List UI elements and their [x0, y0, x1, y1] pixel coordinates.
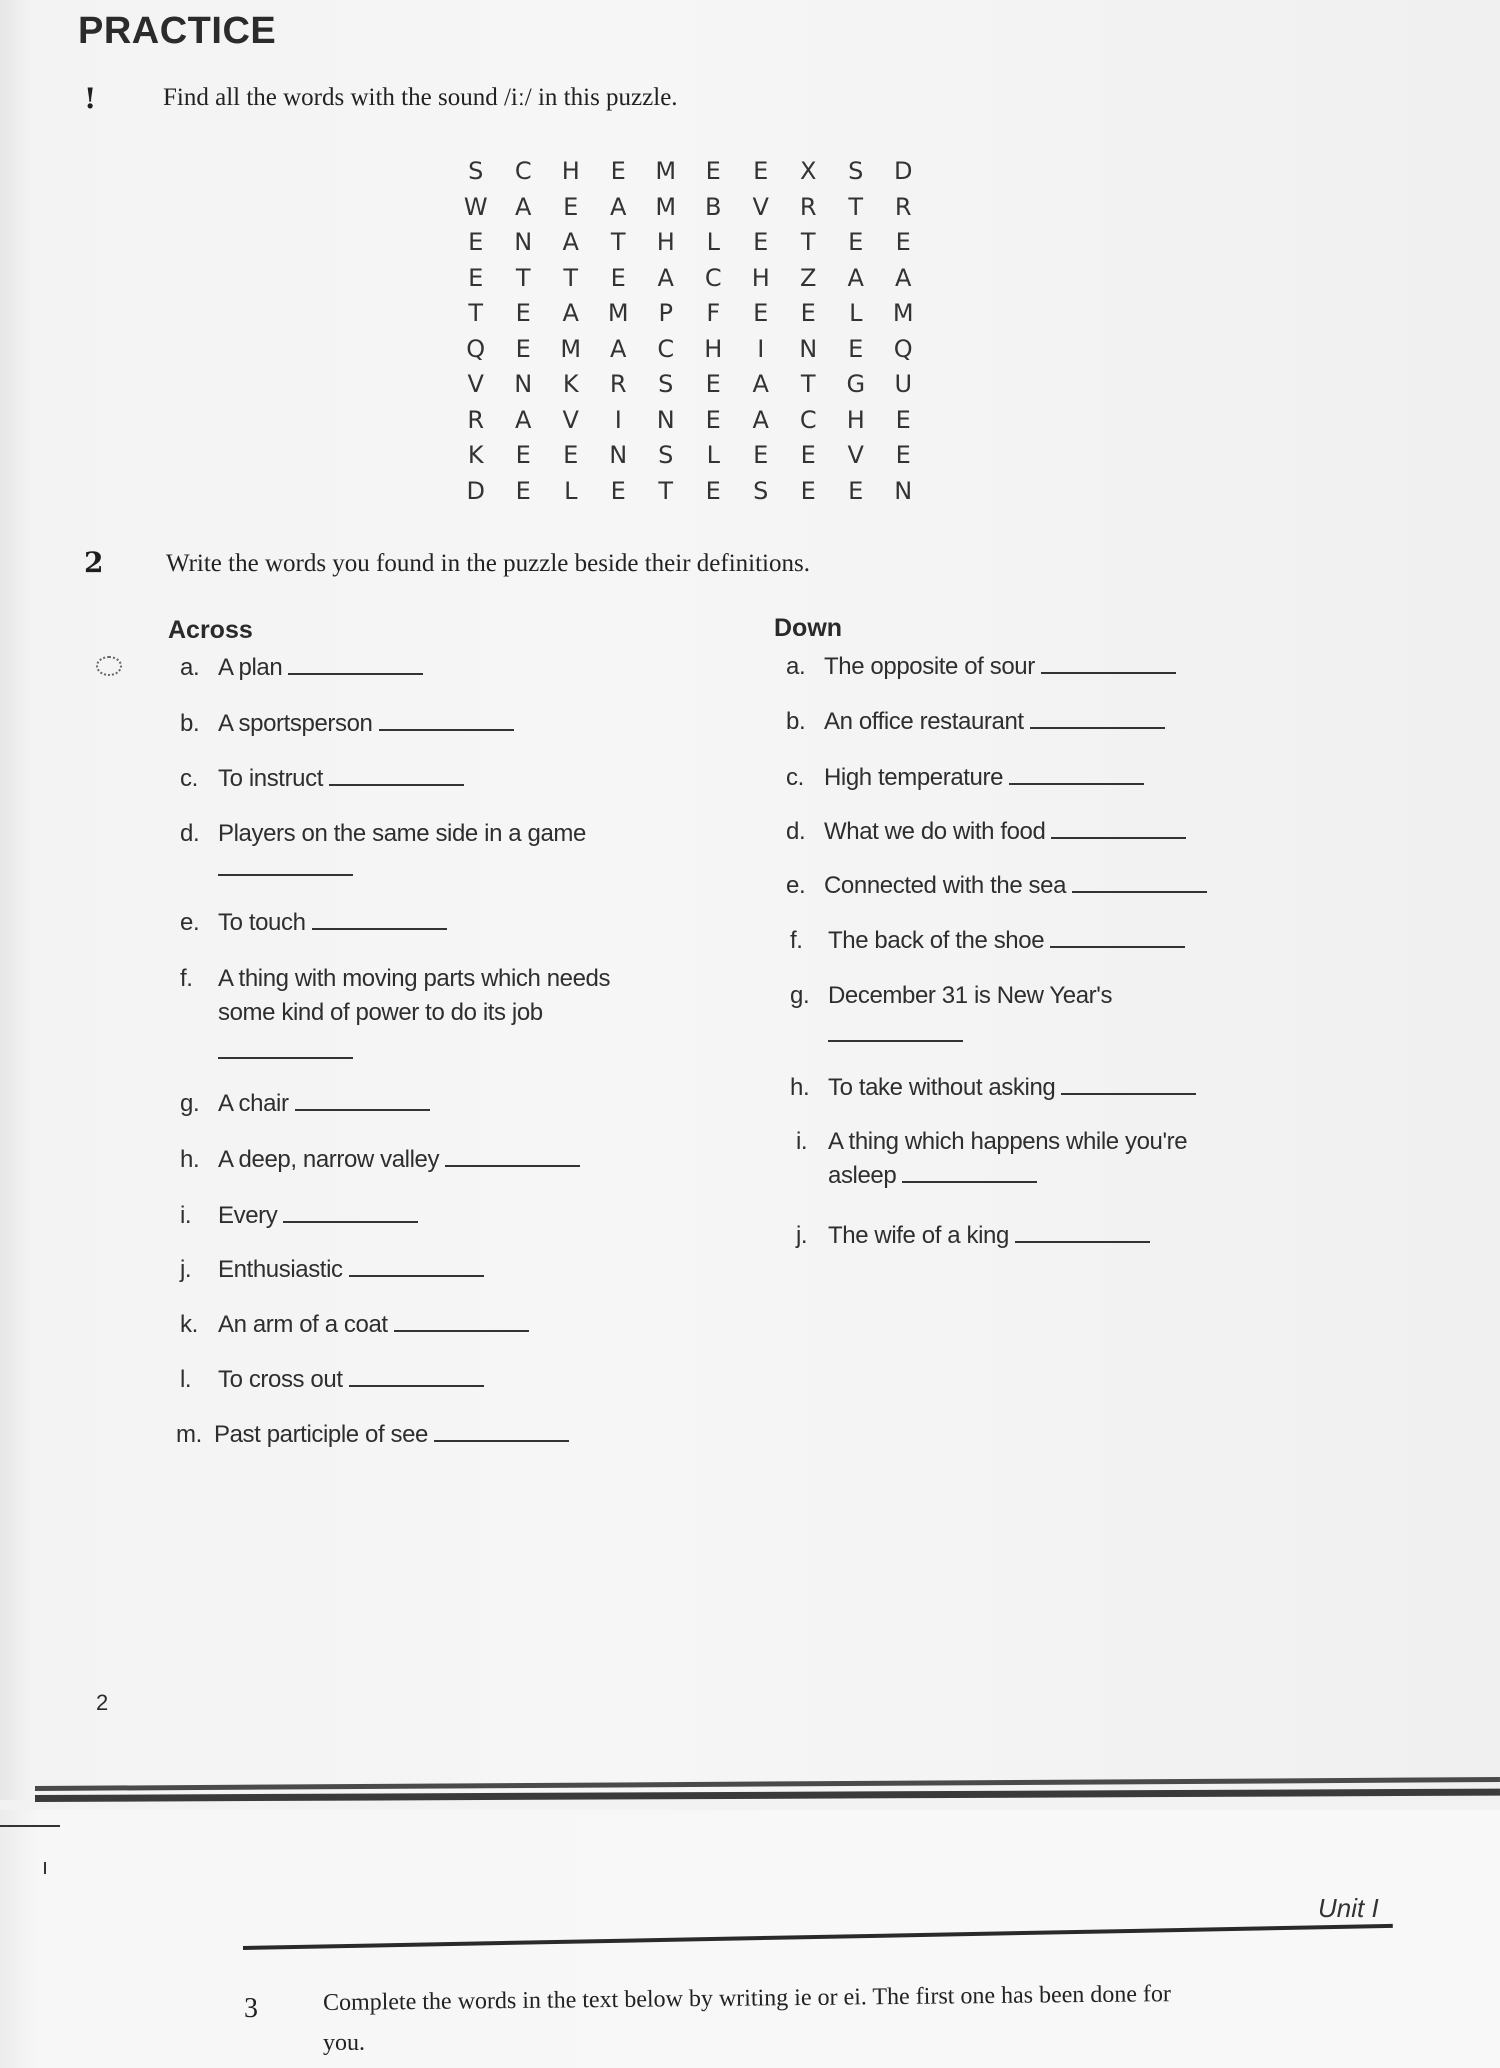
grid-letter: S — [753, 476, 769, 505]
answer-blank[interactable] — [1041, 671, 1176, 674]
unit-label: Unit I — [1318, 1893, 1379, 1923]
grid-letter: E — [895, 228, 911, 256]
answer-blank[interactable] — [329, 783, 464, 786]
grid-letter: T — [658, 476, 674, 505]
across-clue-j[interactable]: j. Enthusiastic — [180, 1253, 484, 1287]
grid-letter: S — [468, 157, 484, 185]
grid-letter: T — [468, 299, 484, 327]
answer-blank[interactable] — [1051, 836, 1186, 839]
grid-letter: X — [800, 157, 817, 185]
pencil-circle-mark — [96, 656, 122, 676]
grid-letter: T — [515, 263, 531, 292]
exercise-2-instruction: Write the words you found in the puzzle beside their definitions. — [166, 550, 810, 577]
grid-letter: C — [657, 334, 675, 363]
grid-letter: T — [800, 370, 816, 398]
grid-letter: S — [848, 157, 864, 185]
exercise-1-instruction: Find all the words with the sound /iː/ in this puzzle. — [163, 84, 678, 111]
word-search-grid — [452, 154, 927, 509]
grid-letter: T — [800, 228, 816, 256]
grid-letter: E — [848, 476, 864, 505]
grid-letter: I — [614, 405, 622, 434]
grid-letter: E — [705, 157, 721, 185]
grid-letter: A — [562, 299, 579, 327]
grid-letter: E — [705, 476, 721, 505]
grid-letter: E — [753, 441, 769, 469]
grid-letter: H — [751, 263, 770, 292]
across-clue-d[interactable]: d. Players on the same side in a game — [180, 820, 586, 847]
down-clue-c[interactable]: c. High temperature — [786, 761, 1144, 795]
grid-letter: C — [704, 263, 722, 292]
grid-letter: Z — [800, 263, 817, 292]
across-clue-m[interactable]: m. Past participle of see — [176, 1418, 569, 1452]
grid-letter: R — [894, 192, 912, 221]
grid-letter: E — [515, 441, 531, 469]
answer-blank-across-f[interactable] — [218, 1057, 353, 1059]
grid-letter: N — [609, 441, 628, 469]
grid-letter: A — [562, 228, 579, 256]
grid-letter: H — [846, 405, 865, 434]
across-heading: Across — [168, 616, 253, 644]
grid-letter: E — [705, 370, 721, 398]
grid-letter: A — [752, 370, 769, 398]
down-clue-b[interactable]: b. An office restaurant — [786, 705, 1165, 739]
grid-letter: E — [468, 263, 484, 292]
grid-letter: R — [609, 370, 627, 398]
grid-letter: E — [515, 299, 531, 327]
down-clue-f[interactable]: f. The back of the shoe — [790, 924, 1185, 958]
answer-blank-across-d[interactable] — [218, 874, 353, 876]
answer-blank[interactable] — [1050, 945, 1185, 948]
grid-letter: N — [514, 370, 533, 398]
grid-letter: H — [656, 228, 675, 256]
answer-blank[interactable] — [349, 1274, 484, 1277]
grid-letter: M — [655, 157, 677, 185]
grid-letter: A — [515, 192, 532, 221]
down-clue-g[interactable]: g. December 31 is New Year's — [790, 982, 1113, 1009]
down-clue-a[interactable]: a. The opposite of sour — [786, 650, 1176, 684]
grid-letter: K — [467, 441, 484, 469]
down-heading: Down — [774, 614, 843, 642]
grid-letter: A — [847, 263, 864, 292]
grid-letter: E — [848, 228, 864, 256]
exercise-3-number: 3 — [244, 1993, 258, 2024]
across-clue-k[interactable]: k. An arm of a coat — [180, 1308, 529, 1342]
answer-blank[interactable] — [288, 672, 423, 675]
grid-letter: E — [563, 192, 579, 221]
grid-letter: A — [752, 405, 769, 434]
grid-letter: V — [467, 370, 484, 398]
across-clue-f[interactable]: f. A thing with moving parts which needs some kind of power to do its job — [180, 965, 611, 1026]
grid-letter: M — [892, 299, 914, 327]
grid-letter: N — [799, 334, 818, 363]
grid-letter: T — [563, 263, 579, 292]
grid-letter: E — [468, 228, 484, 256]
answer-blank[interactable] — [445, 1164, 580, 1167]
answer-blank[interactable] — [379, 728, 514, 731]
across-clue-i[interactable]: i. Every — [180, 1199, 418, 1233]
answer-blank[interactable] — [1030, 726, 1165, 729]
answer-blank[interactable] — [295, 1108, 430, 1111]
exercise-3-instruction: Complete the words in the text below by writing ie or ei. The first one has been done for — [322, 1981, 1172, 2016]
grid-letter: C — [514, 157, 532, 185]
page-number: 2 — [96, 1690, 109, 1715]
answer-blank[interactable] — [434, 1439, 569, 1442]
grid-letter: H — [704, 334, 723, 363]
exercise-1-number: ! — [84, 82, 97, 115]
grid-letter: E — [515, 334, 531, 363]
across-clue-c[interactable]: c. To instruct — [180, 762, 464, 796]
grid-letter: N — [894, 476, 913, 505]
grid-letter: E — [895, 441, 911, 469]
grid-letter: L — [849, 299, 863, 327]
grid-letter: C — [799, 405, 817, 434]
grid-letter: I — [757, 334, 765, 363]
grid-letter: S — [658, 441, 674, 469]
grid-letter: E — [610, 476, 626, 505]
grid-letter: L — [564, 476, 578, 505]
answer-blank[interactable] — [349, 1384, 484, 1387]
grid-letter: R — [467, 405, 485, 434]
answer-blank[interactable] — [312, 927, 447, 930]
grid-letter: T — [848, 192, 864, 221]
grid-letter: H — [561, 157, 580, 185]
exercise-3-instruction-cont: you. — [323, 2030, 365, 2056]
answer-blank[interactable] — [1015, 1240, 1150, 1243]
exercise-2-number: 2 — [84, 546, 104, 579]
grid-letter: A — [610, 334, 627, 363]
grid-letter: N — [656, 405, 675, 434]
answer-blank-down-g[interactable] — [828, 1040, 963, 1042]
grid-letter: E — [610, 157, 626, 185]
grid-letter: L — [706, 441, 720, 469]
grid-letter: K — [562, 370, 579, 398]
grid-letter: M — [607, 299, 629, 327]
grid-letter: M — [655, 192, 677, 221]
scan-mark — [44, 1862, 46, 1874]
grid-letter: F — [706, 299, 721, 327]
grid-letter: E — [563, 441, 579, 469]
answer-blank[interactable] — [1072, 890, 1207, 893]
answer-blank[interactable] — [902, 1180, 1037, 1183]
scan-mark — [0, 1825, 60, 1827]
grid-letter: E — [705, 405, 721, 434]
grid-letter: E — [848, 334, 864, 363]
grid-letter: U — [894, 370, 913, 398]
across-clue-a[interactable]: a. A plan — [180, 651, 423, 685]
grid-letter: V — [752, 192, 769, 221]
grid-letter: N — [514, 228, 533, 256]
grid-letter: G — [846, 370, 866, 398]
grid-letter: V — [562, 405, 579, 434]
down-clue-d[interactable]: d. What we do with food — [786, 815, 1186, 849]
grid-letter: E — [515, 476, 531, 505]
grid-letter: E — [610, 263, 626, 292]
across-clue-l[interactable]: l. To cross out — [180, 1363, 484, 1397]
across-clue-b[interactable]: b. A sportsperson — [180, 707, 514, 741]
grid-letter: Q — [466, 334, 486, 363]
across-clue-h[interactable]: h. A deep, narrow valley — [180, 1143, 580, 1177]
grid-letter: D — [466, 476, 485, 505]
grid-letter: B — [705, 192, 722, 221]
page-heading: PRACTICE — [78, 10, 277, 52]
grid-letter: V — [847, 441, 864, 469]
down-clue-j[interactable]: j. The wife of a king — [796, 1219, 1150, 1253]
grid-letter: A — [610, 192, 627, 221]
grid-letter: E — [753, 299, 769, 327]
grid-letter: Q — [893, 334, 913, 363]
grid-letter: T — [610, 228, 626, 256]
answer-blank[interactable] — [1009, 782, 1144, 785]
grid-letter: L — [706, 228, 720, 256]
grid-letter: P — [658, 299, 673, 327]
grid-letter: E — [800, 476, 816, 505]
grid-letter: S — [658, 370, 674, 398]
grid-letter: D — [894, 157, 913, 185]
grid-letter: E — [753, 228, 769, 256]
grid-letter: E — [800, 441, 816, 469]
grid-letter: E — [753, 157, 769, 185]
grid-letter: M — [560, 334, 582, 363]
across-clue-e[interactable]: e. To touch — [180, 906, 447, 940]
grid-letter: W — [463, 192, 488, 221]
down-clue-i[interactable]: i. A thing which happens while you're asleep — [796, 1128, 1188, 1189]
across-clue-g[interactable]: g. A chair — [180, 1087, 430, 1121]
down-clue-h[interactable]: h. To take without asking — [790, 1071, 1196, 1105]
down-clue-e[interactable]: e. Connected with the sea — [786, 869, 1207, 903]
grid-letter: E — [895, 405, 911, 434]
grid-letter: E — [800, 299, 816, 327]
grid-letter: R — [799, 192, 817, 221]
grid-letter: A — [895, 263, 912, 292]
grid-letter: A — [657, 263, 674, 292]
answer-blank[interactable] — [394, 1329, 529, 1332]
grid-letter: A — [515, 405, 532, 434]
answer-blank[interactable] — [283, 1220, 418, 1223]
answer-blank[interactable] — [1061, 1092, 1196, 1095]
